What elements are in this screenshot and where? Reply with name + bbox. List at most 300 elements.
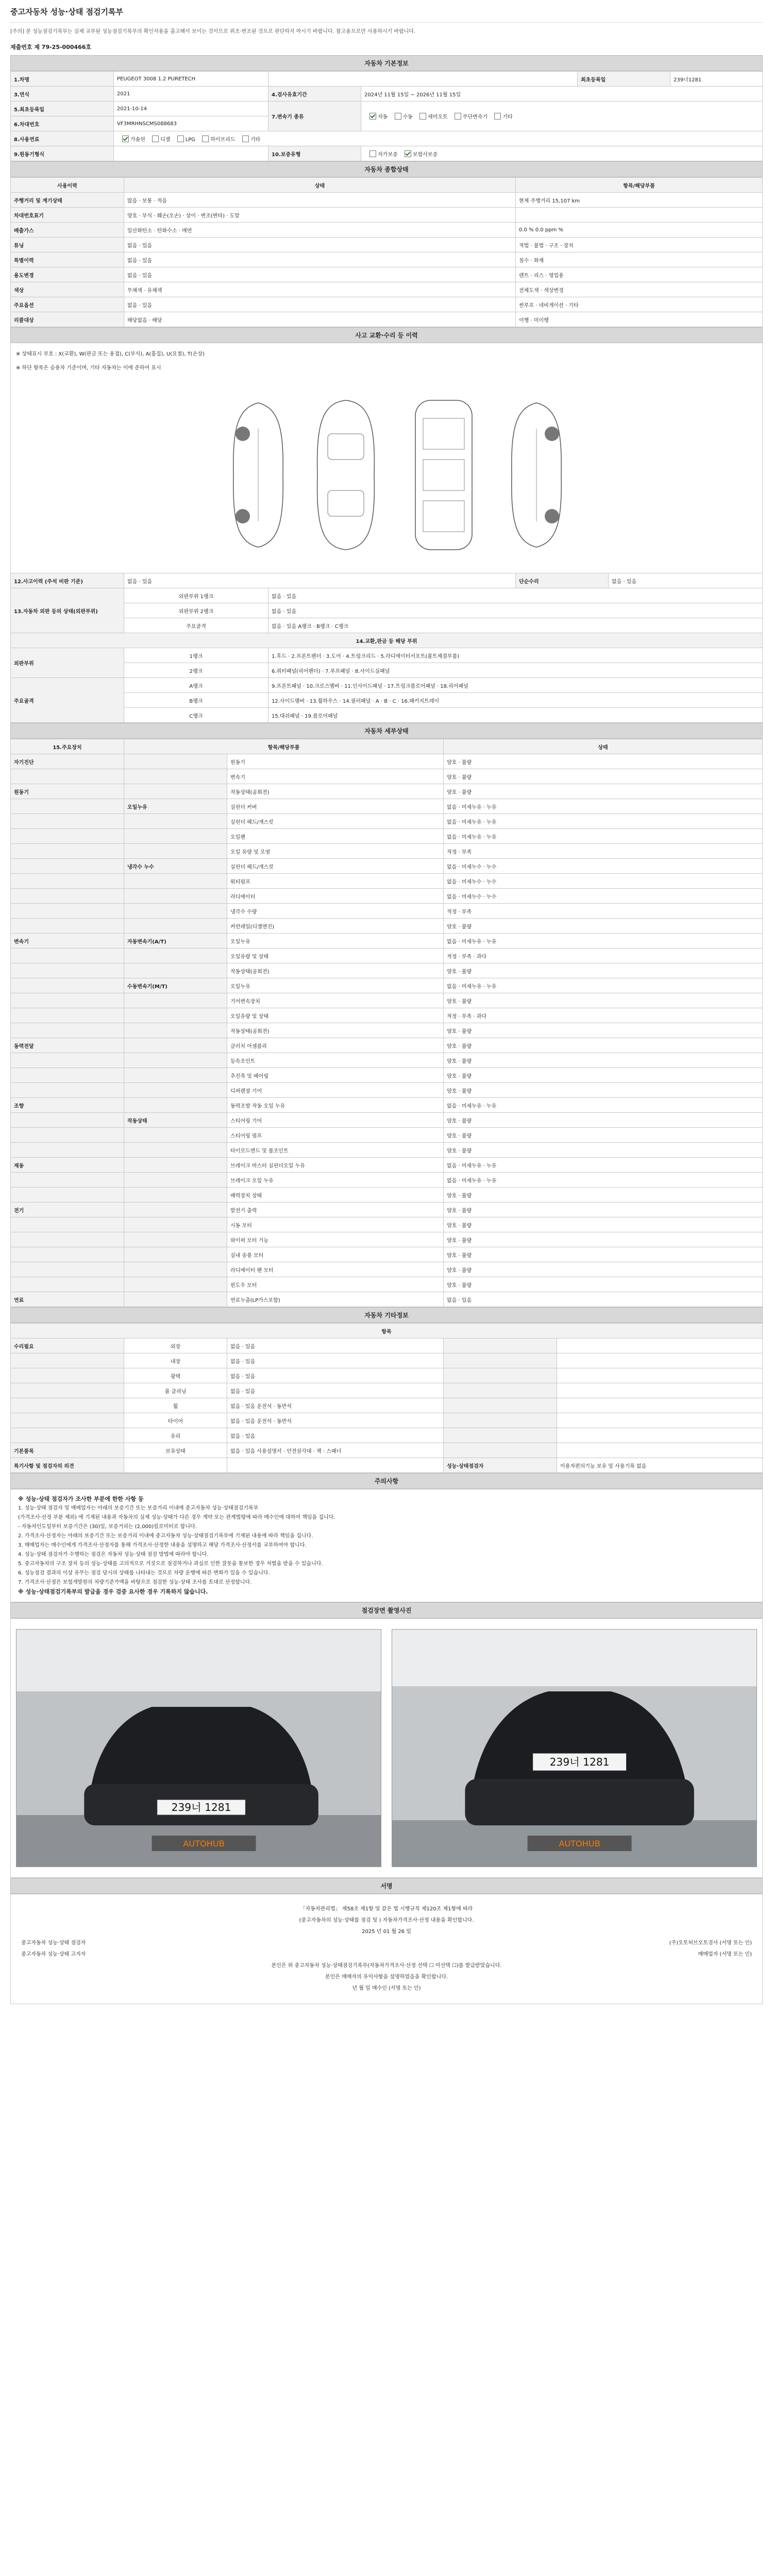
general-row-label: 특별이력 xyxy=(11,252,124,267)
general-row-status: 무채색 · 유채색 xyxy=(124,282,516,297)
other-row xyxy=(11,1413,763,1428)
general-head-parts: 항목/해당부품 xyxy=(516,178,763,193)
car-frame-icon xyxy=(408,398,480,552)
detail-status: 없음 · 미세누유 · 누유 xyxy=(444,829,763,844)
section-photos: 점검장면 촬영사진 xyxy=(10,1602,763,1618)
detail-status: 없음 · 있음 xyxy=(444,1292,763,1307)
parts-rank: C랭크 xyxy=(124,708,268,723)
other-group: 기본품목 xyxy=(11,1443,124,1458)
value-inspection-period: 2024년 11월 15일 ~ 2026년 11월 15일 xyxy=(361,87,763,101)
detail-row xyxy=(11,889,763,904)
notes-footer: ※ 성능·상태점검기록부의 발급을 경우 검증 요사한 경우 기록하지 않습니다. xyxy=(18,1588,208,1595)
car-side-left-icon xyxy=(227,398,289,552)
other-value: 없음 · 있음 xyxy=(227,1353,444,1368)
detail-group xyxy=(11,993,124,1008)
detail-subgroup xyxy=(124,874,227,889)
detail-subgroup xyxy=(124,919,227,934)
other-rows xyxy=(11,1338,763,1473)
detail-row xyxy=(11,904,763,919)
detail-subgroup xyxy=(124,1083,227,1098)
general-row-parts: 렌트 · 리스 · 영업용 xyxy=(516,267,763,282)
other-item xyxy=(124,1458,227,1473)
detail-subgroup xyxy=(124,1202,227,1217)
sign-inspector-label: 중고자동차 성능·상태 점검자 xyxy=(21,1940,86,1946)
detail-row xyxy=(11,1158,763,1173)
detail-row xyxy=(11,1188,763,1202)
detail-status: 양호 · 불량 xyxy=(444,754,763,769)
general-row-parts: 적법 · 불법 · 구조 · 장치 xyxy=(516,238,763,252)
checkbox-icon xyxy=(405,150,411,157)
other-value: 없음 · 있음 xyxy=(227,1338,444,1353)
other-group xyxy=(11,1413,124,1428)
other-extra-label xyxy=(444,1443,557,1458)
detail-group xyxy=(11,919,124,934)
detail-group xyxy=(11,829,124,844)
label-inspection-period: 4.검사유효기간 xyxy=(268,87,361,101)
detail-status: 없음 · 미세누수 · 누수 xyxy=(444,874,763,889)
other-row xyxy=(11,1458,763,1473)
detail-group xyxy=(11,859,124,874)
general-row-status: 해당없음 · 해당 xyxy=(124,312,516,327)
other-row xyxy=(11,1353,763,1368)
option-label: 디젤 xyxy=(160,137,171,143)
detail-group xyxy=(11,1008,124,1023)
parts-rank: 1랭크 xyxy=(124,648,268,663)
other-extra-label xyxy=(444,1383,557,1398)
detail-item: 오일유량 및 상태 xyxy=(227,1008,444,1023)
value-car-blank xyxy=(268,72,578,87)
detail-group xyxy=(11,889,124,904)
detail-subgroup xyxy=(124,1173,227,1188)
notes-line: 2. 가격조사·산정자는 아래의 보증기간 또는 보증거리 이내에 중고자동차 성능·상태점검기록부에 기재된 내용에 따라 책임을 집니다. xyxy=(18,1533,313,1539)
other-extra-label xyxy=(444,1413,557,1428)
detail-item: 라디에이터 팬 모터 xyxy=(227,1262,444,1277)
parts-group: 주요골격 xyxy=(11,678,124,723)
detail-status: 없음 · 미세누유 · 누유 xyxy=(444,814,763,829)
other-extra-label xyxy=(444,1368,557,1383)
legend-line-1: ※ 상태표시 부호 : X(교환), W(판금 또는 용접), C(부식), A(흠집), U(요철), T(손상) xyxy=(16,351,205,357)
label-vin: 6.차대번호 xyxy=(11,116,114,131)
general-status-table xyxy=(10,177,763,327)
detail-row xyxy=(11,769,763,784)
sign-line-3: 본인은 위 중고자동차 성능·상태점검기록부(자동차가격조사·산정 선택 ☐ 미선택 ☐)를 발급받았습니다. xyxy=(271,1963,502,1969)
detail-subgroup xyxy=(124,1038,227,1053)
detail-group xyxy=(11,799,124,814)
checkbox-icon xyxy=(455,113,461,120)
detail-item: 발전기 출력 xyxy=(227,1202,444,1217)
section-accident-history: 사고 교환·수리 등 이력 xyxy=(10,327,763,343)
detail-group: 제동 xyxy=(11,1158,124,1173)
signature-box xyxy=(10,1894,763,2004)
detail-item: 오일누유 xyxy=(227,934,444,948)
detail-item: 브레이크 오일 누유 xyxy=(227,1173,444,1188)
notes-line: 4. 성능·상태 점검자가 수행하는 점검은 자동차 성능·상태 점검 방법에 따라야 합니다. xyxy=(18,1552,209,1557)
detail-row xyxy=(11,1023,763,1038)
detail-row xyxy=(11,934,763,948)
detail-status: 없음 · 미세누유 · 누유 xyxy=(444,1098,763,1113)
detail-status: 없음 · 미세누유 · 누유 xyxy=(444,1173,763,1188)
option-label: 자가보증 xyxy=(378,151,398,158)
car-side-right-icon xyxy=(506,398,567,552)
detail-status: 적정 · 부족 · 과다 xyxy=(444,948,763,963)
parts-rank: 2랭크 xyxy=(124,663,268,678)
detail-subgroup xyxy=(124,1098,227,1113)
detail-status: 양호 · 불량 xyxy=(444,1202,763,1217)
other-extra-label: 성능·상태점검자 xyxy=(444,1458,557,1473)
car-rear-photo xyxy=(392,1629,757,1867)
detail-item: 시동 모터 xyxy=(227,1217,444,1232)
detail-subgroup xyxy=(124,1292,227,1307)
detail-status: 양호 · 불량 xyxy=(444,1262,763,1277)
detail-head-status: 상태 xyxy=(444,739,763,754)
detail-subgroup xyxy=(124,963,227,978)
detail-subgroup xyxy=(124,1158,227,1173)
detail-subgroup xyxy=(124,948,227,963)
checkbox-icon xyxy=(122,135,129,142)
detail-status: 양호 · 불량 xyxy=(444,1053,763,1068)
detail-subgroup xyxy=(124,1247,227,1262)
detail-status: 양호 · 불량 xyxy=(444,963,763,978)
detail-group: 동력전달 xyxy=(11,1038,124,1053)
notes-line: - 자동차인도일부터 보증기간은 (30)일, 보증거리는 (2,000)킬로미터로 합니다. xyxy=(18,1524,197,1530)
detail-item: 실린더 커버 xyxy=(227,799,444,814)
detail-row xyxy=(11,754,763,769)
other-group xyxy=(11,1398,124,1413)
label-fuel: 8.사용연료 xyxy=(11,131,114,146)
detail-status: 없음 · 미세누수 · 누수 xyxy=(444,889,763,904)
detail-subgroup: 오일누유 xyxy=(124,799,227,814)
other-value: 없음 · 있음 xyxy=(227,1368,444,1383)
detail-row xyxy=(11,829,763,844)
detail-status: 양호 · 불량 xyxy=(444,1068,763,1083)
detail-item: 오일유량 및 상태 xyxy=(227,948,444,963)
front-plate-text: 239너 1281 xyxy=(171,1801,231,1814)
other-group xyxy=(11,1428,124,1443)
other-extra-value: 이용자편의기능 보유 및 사용기록 없음 xyxy=(557,1458,763,1473)
parts-subheading: 14.교환,판금 등 해당 부위 xyxy=(11,633,763,648)
detail-status: 양호 · 불량 xyxy=(444,1128,763,1143)
detail-group xyxy=(11,1023,124,1038)
checkbox-icon xyxy=(395,113,401,120)
detail-subgroup: 작동상태 xyxy=(124,1113,227,1128)
detail-status: 양호 · 불량 xyxy=(444,993,763,1008)
accident-table xyxy=(10,573,763,723)
detail-subgroup: 자동변속기(A/T) xyxy=(124,934,227,948)
detail-row xyxy=(11,1277,763,1292)
detail-subgroup xyxy=(124,844,227,859)
other-value: 없음 · 있음 사용설명서 · 안전삼각대 · 잭 · 스패너 xyxy=(227,1443,444,1458)
accident-value: 없음 · 있음 xyxy=(124,573,516,588)
option-label: 하이브리드 xyxy=(210,137,236,143)
sign-row-notifier xyxy=(21,1949,752,1960)
detail-status: 양호 · 불량 xyxy=(444,1232,763,1247)
simple-repair-label: 단순수리 xyxy=(516,573,609,588)
detail-row xyxy=(11,1173,763,1188)
notes-line: 5. 중고자동차의 구조 장치 등의 성능·상태를 고의적으로 거짓으로 점검하거나 과실로 인한 잘못을 통보한 경우 처벌을 받을 수 있습니다. xyxy=(18,1561,323,1567)
general-row-label: 차대번호표기 xyxy=(11,208,124,223)
detail-group xyxy=(11,1247,124,1262)
detail-group xyxy=(11,1277,124,1292)
other-item: 타이어 xyxy=(124,1413,227,1428)
detail-item: 작동상태(공회전) xyxy=(227,1023,444,1038)
detail-subgroup xyxy=(124,814,227,829)
detail-subgroup xyxy=(124,1143,227,1158)
detail-item: 등속조인트 xyxy=(227,1053,444,1068)
general-row-status: 많음 · 보통 · 적음 xyxy=(124,193,516,208)
accident-legend xyxy=(10,343,763,377)
detail-item: 냉각수 수량 xyxy=(227,904,444,919)
general-row-parts: 0.0 % 0.0 ppm % xyxy=(516,223,763,238)
section-general-status: 자동차 종합상태 xyxy=(10,161,763,177)
label-year: 3.연식 xyxy=(11,87,114,101)
detail-subgroup: 냉각수 누수 xyxy=(124,859,227,874)
detail-status: 양호 · 불량 xyxy=(444,1113,763,1128)
detail-subgroup xyxy=(124,1008,227,1023)
other-row xyxy=(11,1428,763,1443)
detail-row xyxy=(11,1143,763,1158)
general-row-status: 양호 · 부식 · 훼손(오손) · 상이 · 변조(변타) · 도말 xyxy=(124,208,516,223)
detail-row xyxy=(11,784,763,799)
other-extra-value xyxy=(557,1338,763,1353)
detail-rows xyxy=(11,754,763,1307)
detail-status: 양호 · 불량 xyxy=(444,1188,763,1202)
detail-row xyxy=(11,1247,763,1262)
notes-line: 1. 성능·상태 점검자 및 매매업자는 아래의 보증기간 또는 보증거리 이내에 중고자동차 성능·상태점검기록부 xyxy=(18,1505,259,1511)
detail-subgroup xyxy=(124,889,227,904)
option-label: 수동 xyxy=(402,114,413,120)
parts-rank: B랭크 xyxy=(124,693,268,708)
other-extra-label xyxy=(444,1428,557,1443)
parts-list: 6.쿼터패널(리어펜더) · 7.루프패널 · 8.사이드실패널 xyxy=(268,663,763,678)
notes-line: 3. 매매업자는 매수인에게 가격조사·산정자를 통해 가격조사·산정한 내용을 설명하고 해당 가격조사·산정서를 교부하여야 합니다. xyxy=(18,1543,307,1548)
other-row xyxy=(11,1338,763,1353)
detail-subgroup xyxy=(124,1068,227,1083)
transmission-options xyxy=(361,101,763,131)
detail-subgroup xyxy=(124,1277,227,1292)
parts-list: 9.프론트패널 · 10.크로스멤버 · 11.인사이드패널 · 17.트렁크플로어패널 · 18.리어패널 xyxy=(268,678,763,693)
detail-status: 적정 · 부족 · 과다 xyxy=(444,1008,763,1023)
detail-subgroup xyxy=(124,1188,227,1202)
detail-item: 오일팬 xyxy=(227,829,444,844)
general-row-status: 없음 · 있음 xyxy=(124,267,516,282)
detail-group xyxy=(11,1083,124,1098)
sign-notifier-value: 매매업자 (서명 또는 인) xyxy=(698,1952,752,1957)
detail-group xyxy=(11,769,124,784)
sign-row-inspector xyxy=(21,1938,752,1949)
detail-subgroup xyxy=(124,754,227,769)
notes-box xyxy=(10,1489,763,1602)
car-top-icon xyxy=(310,398,382,552)
value-car-name: PEUGEOT 3008 1.2 PURETECH xyxy=(114,72,268,87)
detail-subgroup xyxy=(124,1023,227,1038)
detail-item: 오일 유량 및 오염 xyxy=(227,844,444,859)
other-extra-label xyxy=(444,1338,557,1353)
general-row-status: 일산화탄소 · 탄화수소 · 매연 xyxy=(124,223,516,238)
detail-row xyxy=(11,1083,763,1098)
detail-subgroup xyxy=(124,829,227,844)
general-row-label: 주요옵션 xyxy=(11,297,124,312)
option-label: LPG xyxy=(185,137,196,143)
other-extra-label xyxy=(444,1398,557,1413)
detail-table xyxy=(10,739,763,1307)
label-car-name: 1.차명 xyxy=(11,72,114,87)
detail-subgroup xyxy=(124,784,227,799)
detail-row xyxy=(11,1068,763,1083)
other-group xyxy=(11,1368,124,1383)
label-transmission: 7.변속기 종류 xyxy=(268,101,361,131)
detail-status: 양호 · 불량 xyxy=(444,1217,763,1232)
detail-status: 양호 · 불량 xyxy=(444,1038,763,1053)
outer-rank-value: 없음 · 있음 xyxy=(268,588,763,603)
sign-date: 2025 년 01 월 26 일 xyxy=(362,1929,411,1935)
detail-item: 추진축 및 베어링 xyxy=(227,1068,444,1083)
other-head: 항목 xyxy=(11,1324,763,1338)
car-front-photo xyxy=(16,1629,381,1867)
general-row-status: 없음 · 있음 xyxy=(124,238,516,252)
outer-rank-label: 주요골격 xyxy=(124,618,268,633)
detail-group xyxy=(11,874,124,889)
other-extra-value xyxy=(557,1413,763,1428)
detail-subgroup xyxy=(124,1232,227,1247)
option-label: 자동 xyxy=(378,114,388,120)
detail-subgroup xyxy=(124,1128,227,1143)
other-item: 보유상태 xyxy=(124,1443,227,1458)
option-label: 가솔린 xyxy=(130,137,145,143)
section-detail-status: 자동차 세부상태 xyxy=(10,723,763,739)
detail-item: 커먼레일(디젤엔진) xyxy=(227,919,444,934)
detail-row xyxy=(11,799,763,814)
rear-plate-text: 239너 1281 xyxy=(549,1756,610,1768)
parts-group: 외판부위 xyxy=(11,648,124,678)
detail-row xyxy=(11,1128,763,1143)
detail-row xyxy=(11,963,763,978)
general-row-label: 튜닝 xyxy=(11,238,124,252)
other-value: 없음 · 있음 운전석 · 동반석 xyxy=(227,1398,444,1413)
detail-item: 브레이크 마스터 실린더오일 누유 xyxy=(227,1158,444,1173)
parts-list: 1.후드 · 2.프론트펜더 · 3.도어 · 4.트렁크리드 · 5.라디에이터서포트(볼트체결부품) xyxy=(268,648,763,663)
detail-group xyxy=(11,1128,124,1143)
detail-group xyxy=(11,963,124,978)
other-extra-value xyxy=(557,1383,763,1398)
section-basic-info: 자동차 기본정보 xyxy=(10,55,763,71)
outer-rank-value: 없음 · 있음 xyxy=(268,603,763,618)
detail-row xyxy=(11,1053,763,1068)
other-value: 없음 · 있음 xyxy=(227,1428,444,1443)
detail-group: 자기진단 xyxy=(11,754,124,769)
detail-item: 스티어링 펌프 xyxy=(227,1128,444,1143)
legend-line-2: ※ 하단 항목은 승용차 기준이며, 기타 자동차는 이에 준하여 표시 xyxy=(16,365,161,371)
detail-group xyxy=(11,814,124,829)
option-label: 기타 xyxy=(502,114,513,120)
detail-row xyxy=(11,1202,763,1217)
checkbox-icon xyxy=(152,135,159,142)
value-engine-type xyxy=(114,146,268,161)
detail-subgroup xyxy=(124,1262,227,1277)
detail-row xyxy=(11,844,763,859)
fuel-options xyxy=(114,131,763,146)
detail-group xyxy=(11,948,124,963)
other-item: 휠 xyxy=(124,1398,227,1413)
detail-status: 양호 · 불량 xyxy=(444,1247,763,1262)
parts-rank: A랭크 xyxy=(124,678,268,693)
outer-rank-label: 외판부위 1랭크 xyxy=(124,588,268,603)
detail-group: 연료 xyxy=(11,1292,124,1307)
car-body-diagram xyxy=(10,377,763,573)
general-row-status: 없음 · 있음 xyxy=(124,252,516,267)
detail-item: 클러치 어셈블리 xyxy=(227,1038,444,1053)
sign-line-5: 년 월 일 매수인 (서명 또는 인) xyxy=(352,1986,421,1991)
detail-group xyxy=(11,904,124,919)
detail-head-item: 항목/해당부품 xyxy=(124,739,444,754)
other-extra-label xyxy=(444,1353,557,1368)
detail-item: 변속기 xyxy=(227,769,444,784)
simple-repair-value: 없음 · 있음 xyxy=(609,573,763,588)
other-row xyxy=(11,1368,763,1383)
detail-item: 동력조향 작동 오일 누유 xyxy=(227,1098,444,1113)
bottom-spacer xyxy=(10,2004,763,2251)
general-row-parts: 전체도색 · 색상변경 xyxy=(516,282,763,297)
detail-status: 없음 · 미세누유 · 누유 xyxy=(444,1158,763,1173)
other-row xyxy=(11,1443,763,1458)
other-item: 외장 xyxy=(124,1338,227,1353)
other-group xyxy=(11,1383,124,1398)
detail-group xyxy=(11,1143,124,1158)
other-extra-value xyxy=(557,1428,763,1443)
detail-status: 없음 · 미세누유 · 누유 xyxy=(444,934,763,948)
detail-group xyxy=(11,1068,124,1083)
general-row-label: 색상 xyxy=(11,282,124,297)
sign-inspector-value: (주)오토허브오토검사 (서명 또는 인) xyxy=(669,1940,752,1946)
other-extra-value xyxy=(557,1368,763,1383)
checkbox-icon xyxy=(419,113,426,120)
detail-item: 와이퍼 모터 기능 xyxy=(227,1232,444,1247)
detail-subgroup xyxy=(124,1217,227,1232)
value-first-reg: 2021-10-14 xyxy=(114,101,268,116)
option-label: 무단변속기 xyxy=(462,114,488,120)
other-value: 없음 · 있음 운전석 · 동반석 xyxy=(227,1413,444,1428)
option-label: 세미오토 xyxy=(428,114,448,120)
general-row-parts xyxy=(516,208,763,223)
other-item: 광택 xyxy=(124,1368,227,1383)
detail-item: 디퍼렌셜 기어 xyxy=(227,1083,444,1098)
value-plate: 239너1281 xyxy=(670,72,763,87)
detail-group: 전기 xyxy=(11,1202,124,1217)
document xyxy=(10,0,763,2251)
general-row-parts: 썬루프 · 네비게이션 · 기타 xyxy=(516,297,763,312)
detail-row xyxy=(11,814,763,829)
detail-item: 연료누출(LP가스포함) xyxy=(227,1292,444,1307)
detail-group xyxy=(11,1113,124,1128)
outer-rank-label: 외판부위 2랭크 xyxy=(124,603,268,618)
detail-group: 원동기 xyxy=(11,784,124,799)
warranty-options xyxy=(361,146,763,161)
label-warranty: 10.보증유형 xyxy=(268,146,361,161)
other-value xyxy=(227,1458,444,1473)
detail-row xyxy=(11,1292,763,1307)
autohub-rear-logo: AUTOHUB xyxy=(559,1839,600,1849)
other-group: 수리필요 xyxy=(11,1338,124,1353)
detail-status: 양호 · 불량 xyxy=(444,919,763,934)
detail-item: 원동기 xyxy=(227,754,444,769)
other-row xyxy=(11,1383,763,1398)
document-title: 중고자동차 성능·상태 점검기록부 xyxy=(10,0,763,23)
detail-item: 작동상태(공회전) xyxy=(227,963,444,978)
checkbox-icon xyxy=(369,150,376,157)
other-item: 룸 클리닝 xyxy=(124,1383,227,1398)
general-row-status: 없음 · 있음 xyxy=(124,297,516,312)
detail-row xyxy=(11,948,763,963)
detail-row xyxy=(11,859,763,874)
